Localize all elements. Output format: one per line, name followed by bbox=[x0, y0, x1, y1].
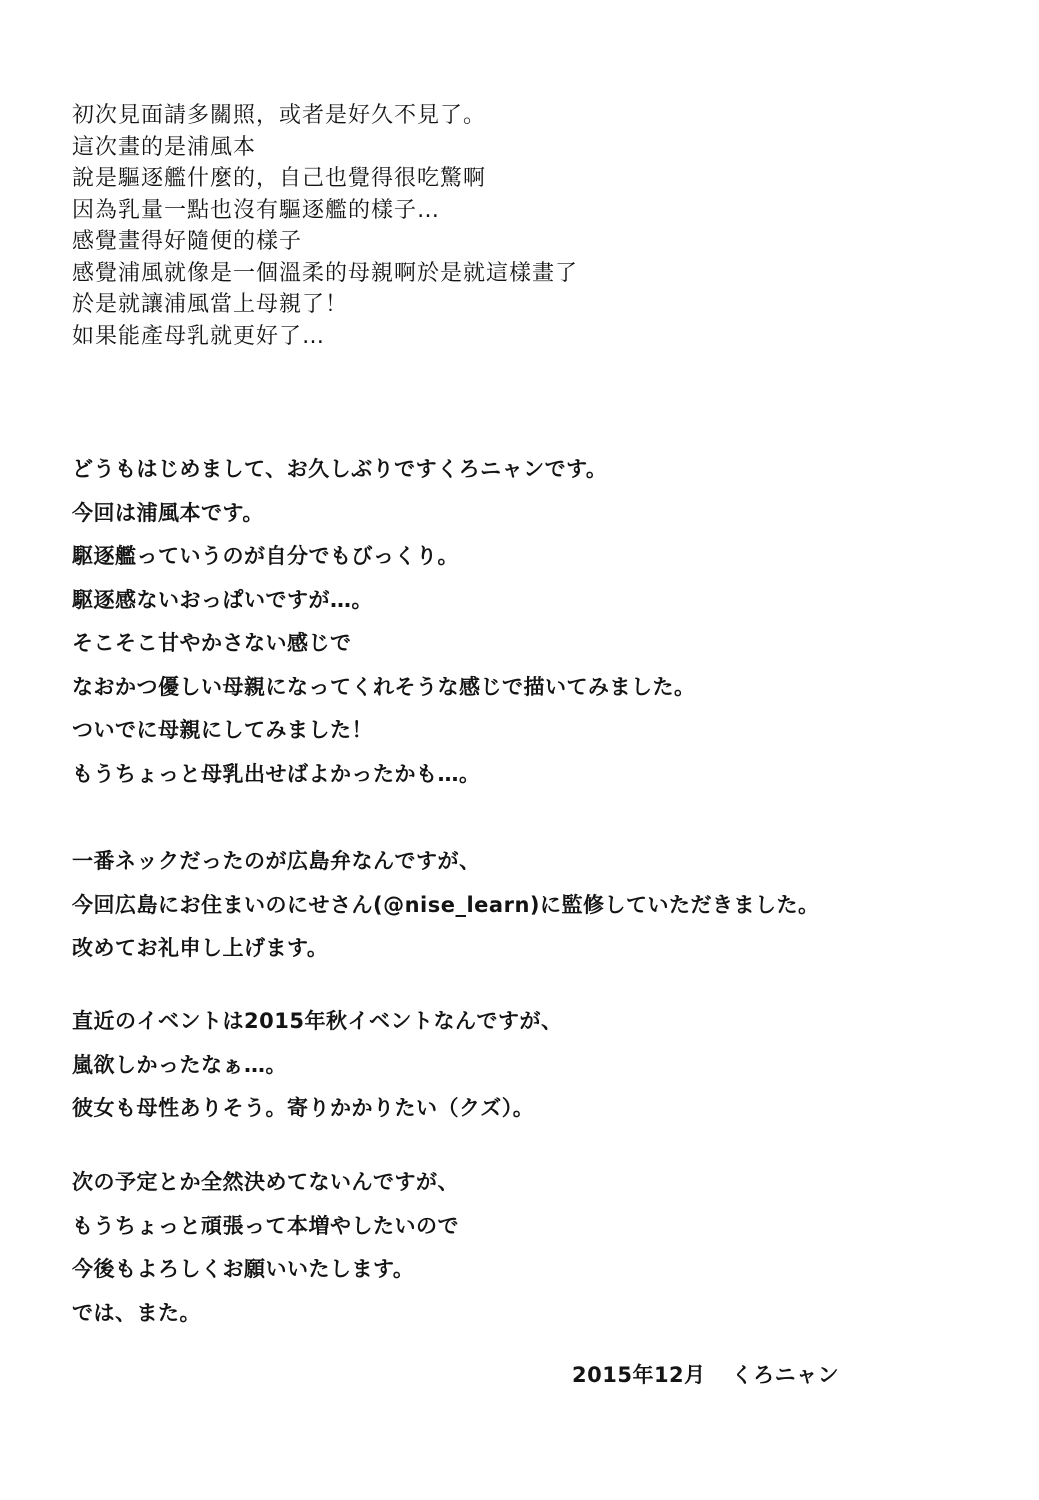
text-line: 駆逐艦っていうのが自分でもびっくり。 bbox=[72, 544, 459, 568]
text-line: どうもはじめまして、お久しぶりですくろニャンです。 bbox=[72, 457, 608, 481]
afterword-paragraph-3 bbox=[72, 1000, 562, 1131]
text-line: 感覺浦風就像是一個溫柔的母親啊於是就這樣畫了 bbox=[72, 260, 579, 286]
afterword-paragraph-1 bbox=[72, 448, 696, 796]
text-line: 這次畫的是浦風本 bbox=[72, 134, 257, 160]
text-line: 感覺畫得好隨便的樣子 bbox=[72, 229, 303, 254]
text-line: 嵐欲しかったなぁ…。 bbox=[72, 1052, 287, 1077]
text-line: 初次見面請多關照，或者是好久不見了。 bbox=[72, 103, 487, 128]
chinese-translation-note bbox=[72, 100, 578, 352]
text-line: もうちょっと母乳出せばよかったかも…。 bbox=[72, 761, 481, 786]
text-line: もうちょっと頑張って本増やしたいので bbox=[72, 1213, 459, 1238]
text-line: 今後もよろしくお願いいたします。 bbox=[72, 1257, 415, 1281]
text-line: 直近のイベントは2015年秋イベントなんですが、 bbox=[72, 1009, 563, 1033]
text-line: 一番ネックだったのが広島弁なんですが、 bbox=[72, 849, 481, 873]
signature-date: 2015年12月 bbox=[572, 1363, 706, 1387]
afterword-paragraph-2 bbox=[72, 840, 820, 971]
text-line: 今回は浦風本です。 bbox=[72, 500, 264, 525]
text-line: 說是驅逐艦什麼的，自己也覺得很吃驚啊 bbox=[72, 166, 487, 191]
text-line: 於是就讓浦風當上母親了！ bbox=[72, 292, 349, 317]
text-line: 彼女も母性ありそう。寄りかかりたい（クズ）。 bbox=[72, 1096, 535, 1120]
text-line: 因為乳量一點也沒有驅逐艦的樣子… bbox=[72, 197, 441, 223]
text-line: 次の予定とか全然決めてないんですが、 bbox=[72, 1170, 459, 1194]
text-line: 今回広島にお住まいのにせさん(@nise_learn)に監修していただきました。 bbox=[72, 892, 820, 917]
signature bbox=[572, 1360, 839, 1390]
text-line: 改めてお礼申し上げます。 bbox=[72, 936, 329, 960]
afterword-paragraph-4 bbox=[72, 1161, 459, 1335]
text-line: そこそこ甘やかさない感じで bbox=[72, 631, 352, 655]
text-line: 駆逐感ないおっぱいですが…。 bbox=[72, 587, 373, 612]
text-line: なおかつ優しい母親になってくれそうな感じで描いてみました。 bbox=[72, 674, 696, 699]
signature-author: くろニャン bbox=[731, 1363, 840, 1387]
text-line: ついでに母親にしてみました！ bbox=[72, 718, 373, 742]
text-line: では、また。 bbox=[72, 1300, 201, 1325]
text-line: 如果能產母乳就更好了… bbox=[72, 323, 326, 349]
